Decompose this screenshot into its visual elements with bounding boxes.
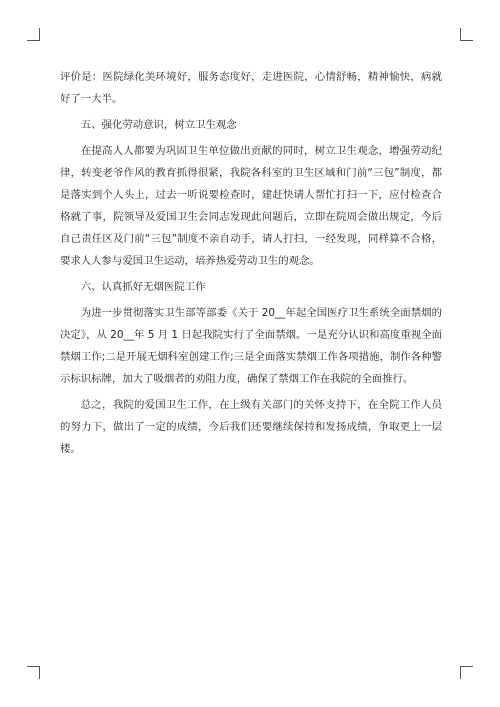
document-body [60, 66, 442, 464]
section-heading-6: 六、认真抓好无烟医院工作 [80, 281, 206, 293]
crop-mark-bottom-right [460, 666, 473, 679]
crop-mark-bottom-left [27, 666, 40, 679]
crop-mark-top-right [460, 28, 473, 41]
crop-mark-top-left [27, 28, 40, 41]
paragraph-continuation: 评价是：医院绿化美环境好，服务态度好，走进医院，心情舒畅，精神愉快，病就好了一大半。 [60, 71, 442, 105]
paragraph-labor-awareness: 在提高人人都要为巩固卫生单位做出贡献的同时，树立卫生观念，增强劳动纪律，转变老爷作风的教育抓得很紧，我院各科室的卫生区域和门前“三包”制度，都是落实到个人头上，过去一听说要检查时，建赶快请人帮忙打扫一下，应付检查合格就了事，院领导及爱国卫生会同志发现此问题后，立即在院周会做出规定，今后自己责任区及门前“三包”制度不亲自动手，请人打扫，一经发现，同样算不合格，要求人人参与爱国卫生运动，培养热爱劳动卫生的观念。 [60, 145, 442, 267]
section-heading-5: 五、强化劳动意识，树立卫生观念 [80, 119, 237, 131]
paragraph-smoke-free: 为进一步贯彻落实卫生部等部委《关于 20__年起全国医疗卫生系统全面禁烟的决定》，从 20__年 5 月 1 日起我院实行了全面禁烟。一是充分认识和高度重视全面禁烟工作;二是开展无烟科室创建工作;三是全面落实禁烟工作各项措施，制作各种警示标识标牌，加大了吸烟者的劝阻力度，确保了禁烟工作在我院的全面推行。 [60, 307, 442, 385]
paragraph-conclusion: 总之，我院的爱国卫生工作，在上级有关部门的关怀支持下，在全院工作人员的努力下，做出了一定的成绩，今后我们还要继续保持和发扬成绩，争取更上一层楼。 [60, 399, 442, 455]
